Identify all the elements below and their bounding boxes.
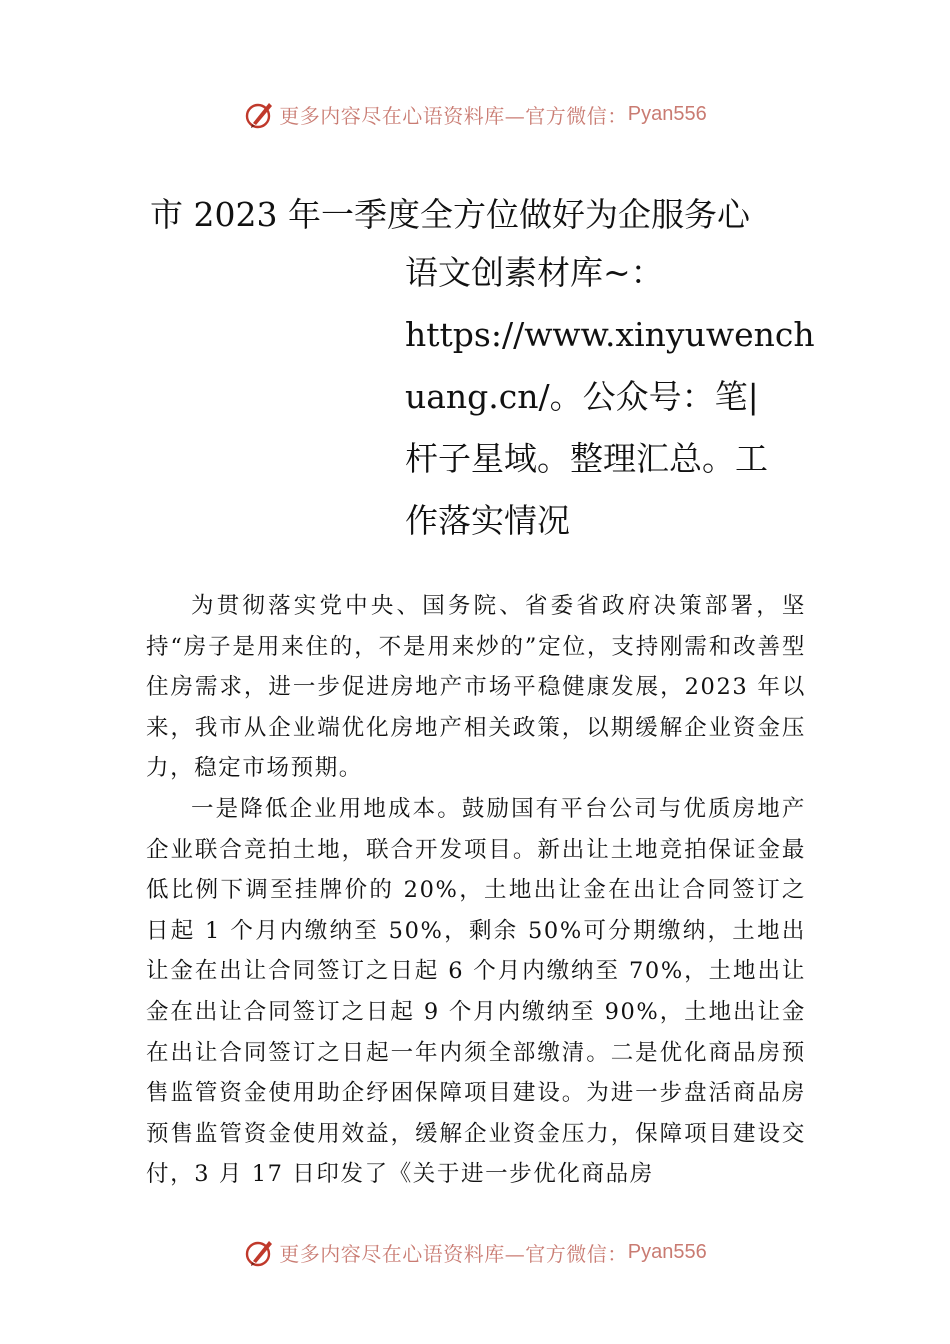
title-line: 杆子星域。整理汇总。工 (405, 439, 768, 478)
document-body (146, 586, 806, 1195)
watermark-text: 更多内容尽在心语资料库—官方微信： (279, 1241, 628, 1266)
title-line: 语文创素材库~： (405, 253, 664, 292)
footer-watermark (0, 1232, 950, 1272)
body-paragraph: 一是降低企业用地成本。鼓励国有平台公司与优质房地产企业联合竞拍土地，联合开发项目。新出让土地竞拍保证金最低比例下调至挂牌价的 20%，土地出让金在出让合同签订之日起 1 个月内缴纳至 50%，剩余 50%可分期缴纳，土地出让金在出让合同签订之日起 6 个月内缴纳至 70%，土地出让金在出让合同签订之日起 9 个月内缴纳至 90%，土地出让金在出让合同签订之日起一年内须全部缴清。二是优化商品房预售监管资金使用助企纾困保障项目建设。为进一步盘活商品房预售监管资金使用效益，缓解企业资金压力，保障项目建设交付，3 月 17 日印发了《关于进一步优化商品房 (146, 795, 806, 1188)
header-watermark (0, 94, 950, 134)
watermark-handle: Pyan556 (627, 1240, 707, 1263)
pen-logo-icon (243, 1235, 277, 1269)
watermark-text: 更多内容尽在心语资料库—官方微信： (279, 103, 628, 128)
title-line: uang.cn/。公众号：笔| (405, 377, 759, 416)
title-line: 作落实情况 (405, 501, 570, 540)
pen-logo-icon (243, 97, 277, 131)
body-paragraph: 为贯彻落实党中央、国务院、省委省政府决策部署，坚持“房子是用来住的，不是用来炒的”定位，支持刚需和改善型住房需求，进一步促进房地产市场平稳健康发展，2023 年以来，我市从企业端优化房地产相关政策，以期缓解企业资金压力，稳定市场预期。 (146, 593, 806, 782)
document-title-line1: 市 2023 年一季度全方位做好为企服务心 (150, 195, 750, 234)
document-title-block (405, 242, 815, 552)
watermark-handle: Pyan556 (627, 102, 707, 125)
title-line: https://www.xinyuwench (405, 315, 815, 354)
